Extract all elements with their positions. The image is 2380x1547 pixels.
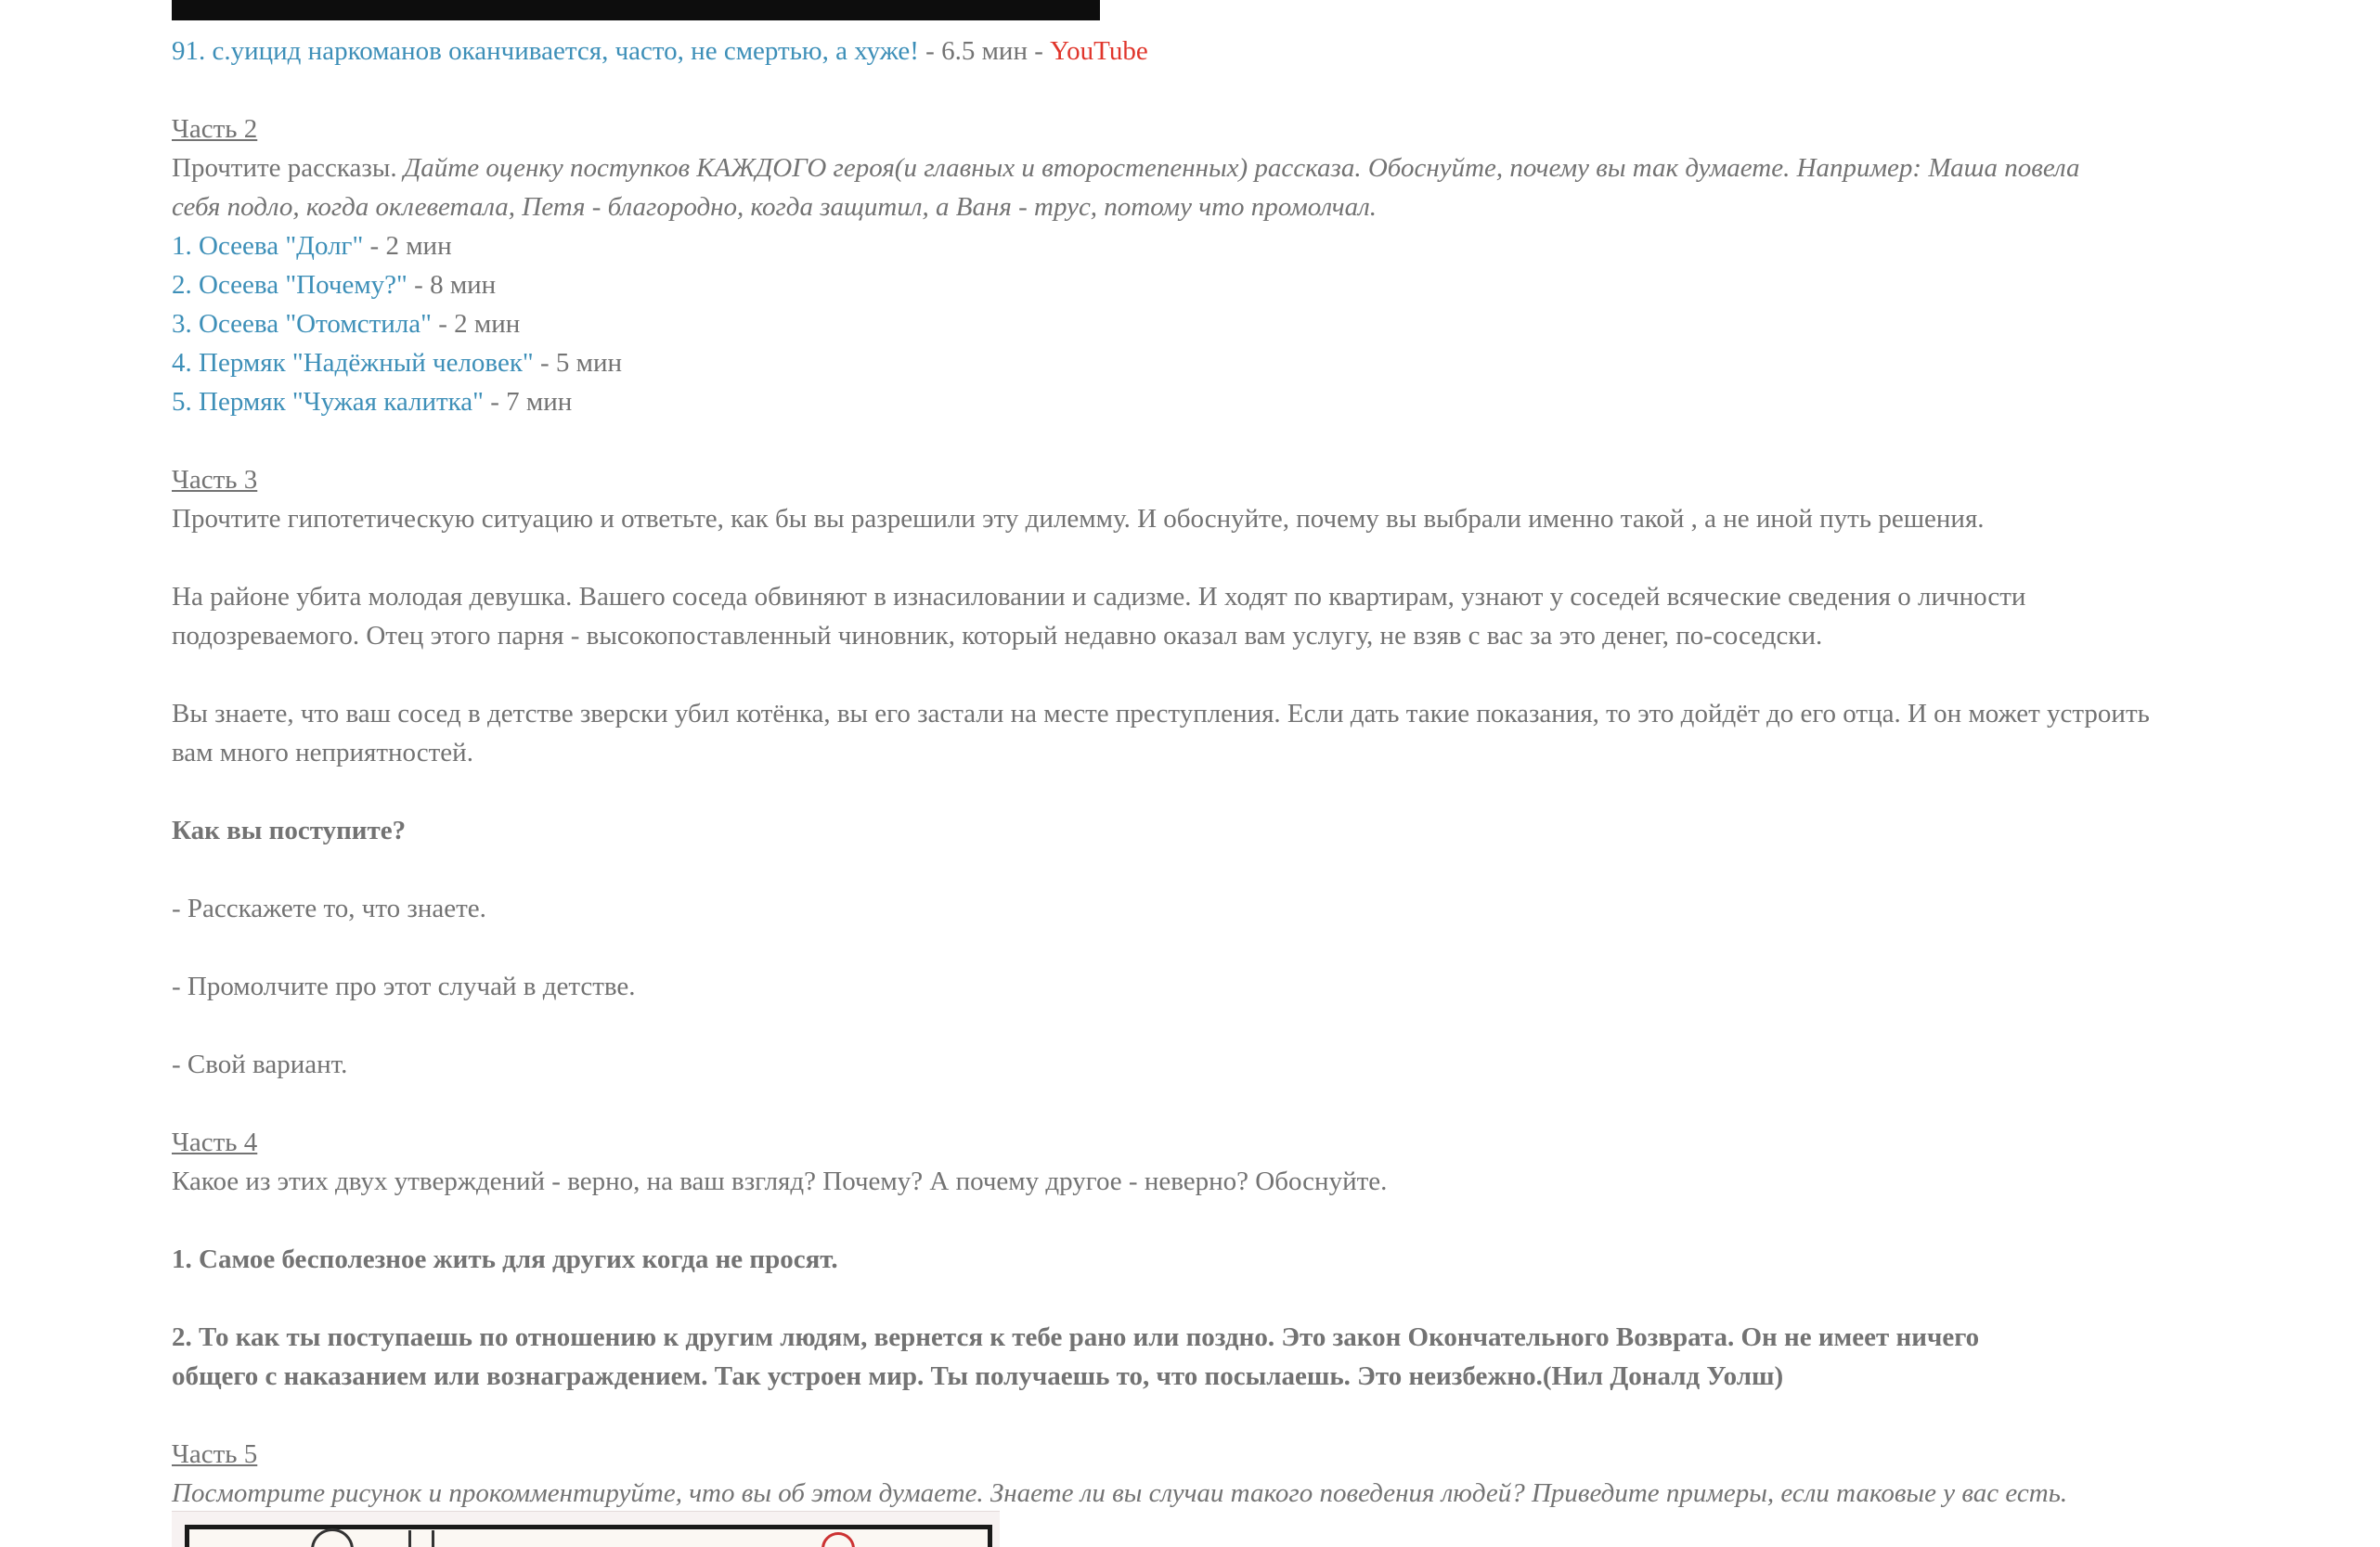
part3-question: Как вы поступите? <box>172 816 407 845</box>
story-duration: - 8 мин <box>407 270 497 300</box>
story-item <box>172 304 2380 343</box>
story-item <box>172 226 2380 265</box>
story-duration: - 2 мин <box>363 231 452 261</box>
part2-intro-italic: Дайте оценку поступков КАЖДОГО героя(и главных и второстепенных) рассказа. Обоснуйте, почему вы так думаете. Например: Маша повела <box>403 153 2080 183</box>
story-item <box>172 265 2380 304</box>
part2-intro-line1 <box>172 148 2380 187</box>
story-link[interactable]: 4. Пермяк "Надёжный человек" <box>172 348 534 378</box>
story-duration: - 2 мин <box>431 309 521 339</box>
part3-heading: Часть 3 <box>172 465 258 495</box>
part2-heading: Часть 2 <box>172 114 258 144</box>
part3-intro: Прочтите гипотетическую ситуацию и ответьте, как бы вы разрешили эту дилемму. И обоснуйте, почему вы выбрали именно такой , а не иной путь решения. <box>172 504 1985 534</box>
part5-intro: Посмотрите рисунок и прокомментируйте, что вы об этом думаете. Знаете ли вы случаи такого поведения людей? Приведите примеры, если таковые у вас есть. <box>172 1478 2068 1508</box>
youtube-link[interactable]: YouTube <box>1050 36 1148 66</box>
cartoon-image <box>172 1511 1000 1547</box>
part3-option: - Промолчите про этот случай в детстве. <box>172 972 636 1001</box>
story-duration: - 7 мин <box>484 387 573 417</box>
story-link[interactable]: 5. Пермяк "Чужая калитка" <box>172 387 485 417</box>
video-list-item <box>172 32 2380 71</box>
part4-intro: Какое из этих двух утверждений - верно, на ваш взгляд? Почему? А почему другое - неверно? Обоснуйте. <box>172 1167 1388 1196</box>
part2-intro-plain: Прочтите рассказы. <box>172 153 404 183</box>
article-content <box>172 32 2380 1513</box>
story-link[interactable]: 1. Осеева "Долг" <box>172 231 364 261</box>
video-link[interactable]: 91. с.уицид наркоманов оканчивается, часто, не смертью, а хуже! <box>172 36 919 66</box>
cartoon-frame <box>185 1525 992 1547</box>
story-duration: - 5 мин <box>533 348 623 378</box>
part3-option: - Свой вариант. <box>172 1050 348 1079</box>
part3-para2-line2: вам много неприятностей. <box>172 738 473 767</box>
part3-para1-line2: подозреваемого. Отец этого парня - высокопоставленный чиновник, который недавно оказал вам услугу, не взяв с вас за это денег, по-соседски. <box>172 621 1823 651</box>
cartoon-doodle <box>408 1530 434 1547</box>
story-item <box>172 343 2380 382</box>
story-item <box>172 382 2380 421</box>
story-link[interactable]: 3. Осеева "Отомстила" <box>172 309 432 339</box>
part4-statement2-line1: 2. То как ты поступаешь по отношению к другим людям, вернется к тебе рано или поздно. Это закон Окончательного Возврата. Он не имеет ничего <box>172 1322 1980 1352</box>
part4-statement2-line2: общего с наказанием или вознаграждением. Так устроен мир. Ты получаешь то, что посылаешь. Это неизбежно.(Нил Доналд Уолш) <box>172 1361 1784 1391</box>
video-player-bottom[interactable] <box>172 0 1100 20</box>
part3-option: - Расскажете то, что знаете. <box>172 894 486 923</box>
part2-intro-line2: себя подло, когда оклеветала, Петя - благородно, когда защитил, а Ваня - трус, потому что промолчал. <box>172 192 1377 222</box>
part3-para1-line1: На районе убита молодая девушка. Вашего соседа обвиняют в изнасиловании и садизме. И ходят по квартирам, узнают у соседей всяческие сведения о личности <box>172 582 2026 612</box>
part5-heading: Часть 5 <box>172 1439 258 1469</box>
part4-heading: Часть 4 <box>172 1128 258 1157</box>
video-duration: - 6.5 мин - <box>918 36 1051 66</box>
story-link[interactable]: 2. Осеева "Почему?" <box>172 270 407 300</box>
part3-para2-line1: Вы знаете, что ваш сосед в детстве зверски убил котёнка, вы его застали на месте преступления. Если дать такие показания, то это дойдёт до его отца. И он может устроить <box>172 699 2150 728</box>
part4-statement1: 1. Самое бесполезное жить для других когда не просят. <box>172 1244 838 1274</box>
